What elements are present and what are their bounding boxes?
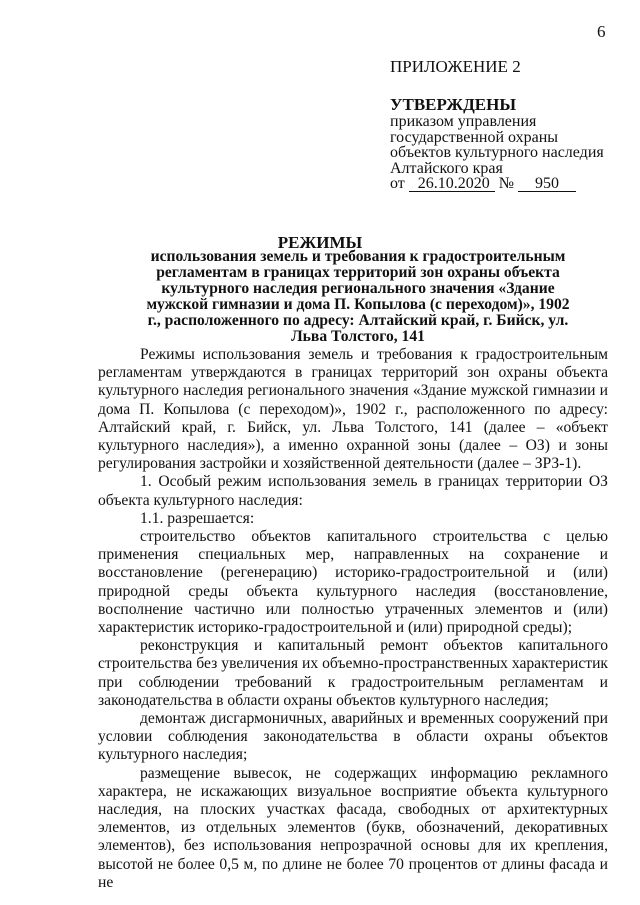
body-paragraph: Режимы использования земель и требования к градостроительным регламентам утверждаются в границах территорий зон охраны объекта культурного наследия регионального значения «Здание мужской гимназии и дома П. Копылова (с переходом)», 1902 г., расположенного по адресу: Алтайский край, г. Бийск, ул. Льва Толстого, 141 (далее – «объект культурного наследия»), а именно охранной зоны (далее – ОЗ) и зоны регулирования застройки и хозяйственной деятельности (далее – ЗРЗ-1). [98,346,608,473]
body-paragraph: строительство объектов капитального строительства с целью применения специальных мер, направленных на сохранение и восстановление (регенерацию) историко-градостроительной и (или) природной среды объекта культурного наследия (восстановление, восполнение частично или полностью утраченных элементов и (или) характеристик историко-градостроительной и (или) природной среды); [98,528,608,637]
approval-line: государственной охраны [390,128,559,146]
body-paragraph: реконструкция и капитальный ремонт объектов капитального строительства без увеличения их объемно-пространственных характеристик при соблюдении требований к градостроительным регламентам и законодательства в области охраны объектов культурного наследия; [98,637,608,709]
body-paragraph: 1. Особый режим использования земель в границах территории ОЗ объекта культурного наследия: [98,473,608,509]
approval-order-block [390,114,604,192]
number-label: № [498,175,515,192]
approved-heading: УТВЕРЖДЕНЫ [390,95,517,114]
approval-line: приказом управления [390,113,537,130]
order-number: 950 [518,177,576,192]
document-body [98,346,608,892]
page-number: 6 [597,22,606,41]
order-date: 26.10.2020 [409,177,495,192]
approval-line: Алтайского края [390,159,503,177]
document-subtitle: использования земель и требования к градостроительным регламентам в границах территорий зон охраны объекта культурного наследия регионального значения «Здание мужской гимназии и дома П. Копылова (с переходом)», 1902 г., расположенного по адресу: Алтайский край, г. Бийск, ул. Льва Толстого, 141 [146,248,570,345]
body-paragraph: размещение вывесок, не содержащих информацию рекламного характера, не искажающих визуальное восприятие объекта культурного наследия, на плоских участках фасада, свободных от архитектурных элементов, из отдельных элементов (букв, обозначений, декоративных элементов), без использования непрозрачной основы для их крепления, высотой не более 0,5 м, по длине не более 70 процентов от длины фасада и не [98,764,608,891]
body-paragraph: 1.1. разрешается: [140,509,255,527]
approval-line: объектов культурного наследия [390,144,604,161]
approval-date-line [390,176,604,192]
appendix-label: ПРИЛОЖЕНИЕ 2 [390,57,521,76]
body-paragraph: демонтаж дисгармоничных, аварийных и временных сооружений при условии соблюдения законодательства в области охраны объектов культурного наследия; [98,710,608,764]
from-label: от [390,175,405,192]
document-title: РЕЖИМЫ [277,233,363,252]
